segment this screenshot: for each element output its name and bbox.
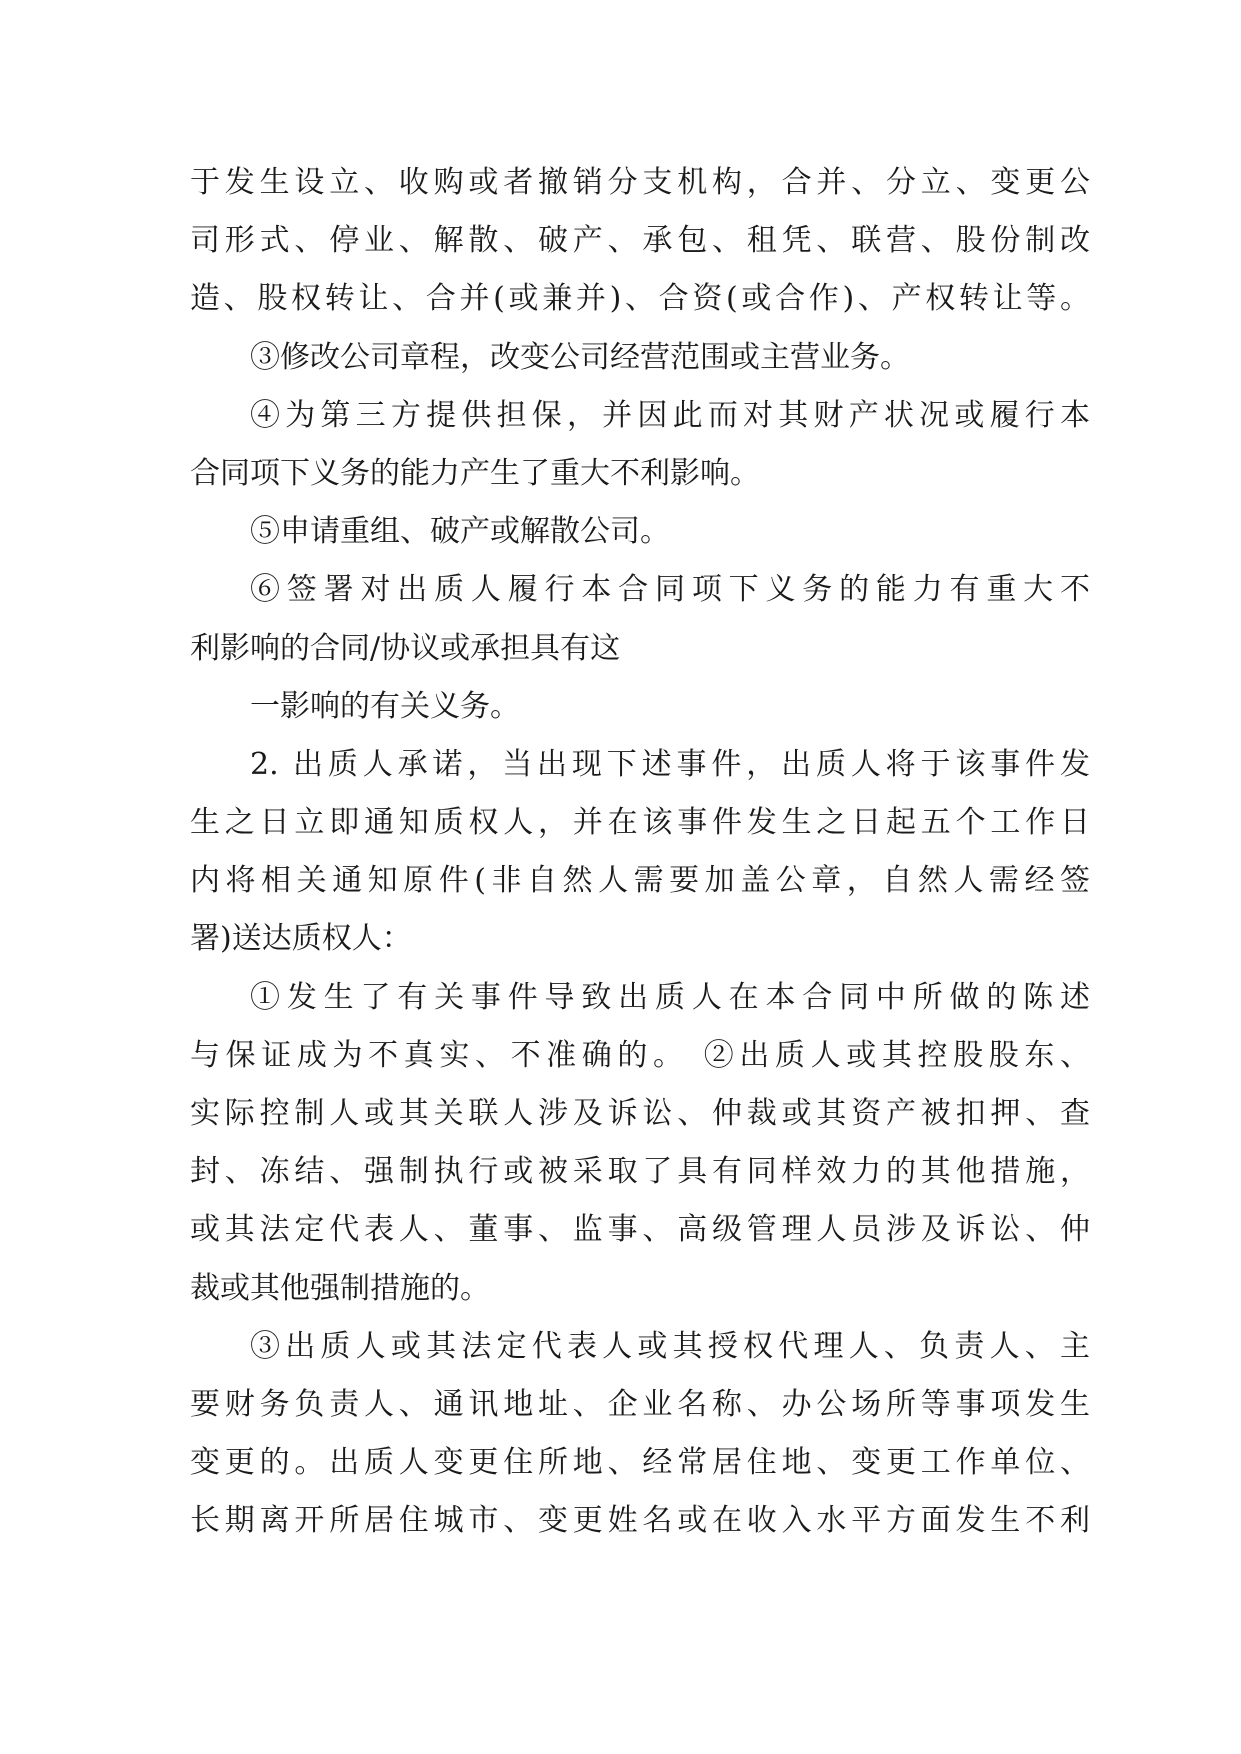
text-line: ③出质人或其法定代表人或其授权代理人、负责人、主 [250,1328,1090,1364]
text-line: 利影响的合同/协议或承担具有这 [190,630,621,666]
text-line: 生之日立即通知质权人，并在该事件发生之日起五个工作日 [190,805,1090,841]
text-line: 裁或其他强制措施的。 [190,1270,490,1306]
text-line: 司形式、停业、解散、破产、承包、租凭、联营、股份制改 [190,223,1090,259]
text-line: 或其法定代表人、董事、监事、高级管理人员涉及诉讼、仲 [190,1212,1090,1248]
text-line: 造、股权转让、合并(或兼并)、合资(或合作)、产权转让等。 [190,281,1090,317]
text-line: 2. 出质人承诺，当出现下述事件，出质人将于该事件发 [250,746,1090,782]
text-line: 与保证成为不真实、不准确的。 ②出质人或其控股股东、 [190,1037,1090,1073]
text-line: ⑥签署对出质人履行本合同项下义务的能力有重大不 [250,572,1090,608]
text-line: 内将相关通知原件(非自然人需要加盖公章，自然人需经签 [190,863,1090,899]
text-line: ③修改公司章程，改变公司经营范围或主营业务。 [250,339,910,375]
text-line: 封、冻结、强制执行或被采取了具有同样效力的其他措施， [190,1154,1090,1190]
text-line: 合同项下义务的能力产生了重大不利影响。 [190,455,760,491]
text-line: 长期离开所居住城市、变更姓名或在收入水平方面发生不利 [190,1503,1090,1539]
text-line: 要财务负责人、通讯地址、企业名称、办公场所等事项发生 [190,1386,1090,1422]
document-body [190,154,1090,1551]
text-line: 一影响的有关义务。 [250,688,520,724]
text-line: ④为第三方提供担保，并因此而对其财产状况或履行本 [250,397,1090,433]
text-line: ⑤申请重组、破产或解散公司。 [250,514,670,550]
text-line: 实际控制人或其关联人涉及诉讼、仲裁或其资产被扣押、查 [190,1096,1090,1131]
text-line: ①发生了有关事件导致出质人在本合同中所做的陈述 [250,979,1090,1015]
text-line: 署)送达质权人： [190,921,412,957]
text-line: 于发生设立、收购或者撤销分支机构，合并、分立、变更公 [190,165,1090,200]
text-line: 变更的。出质人变更住所地、经常居住地、变更工作单位、 [190,1445,1090,1481]
